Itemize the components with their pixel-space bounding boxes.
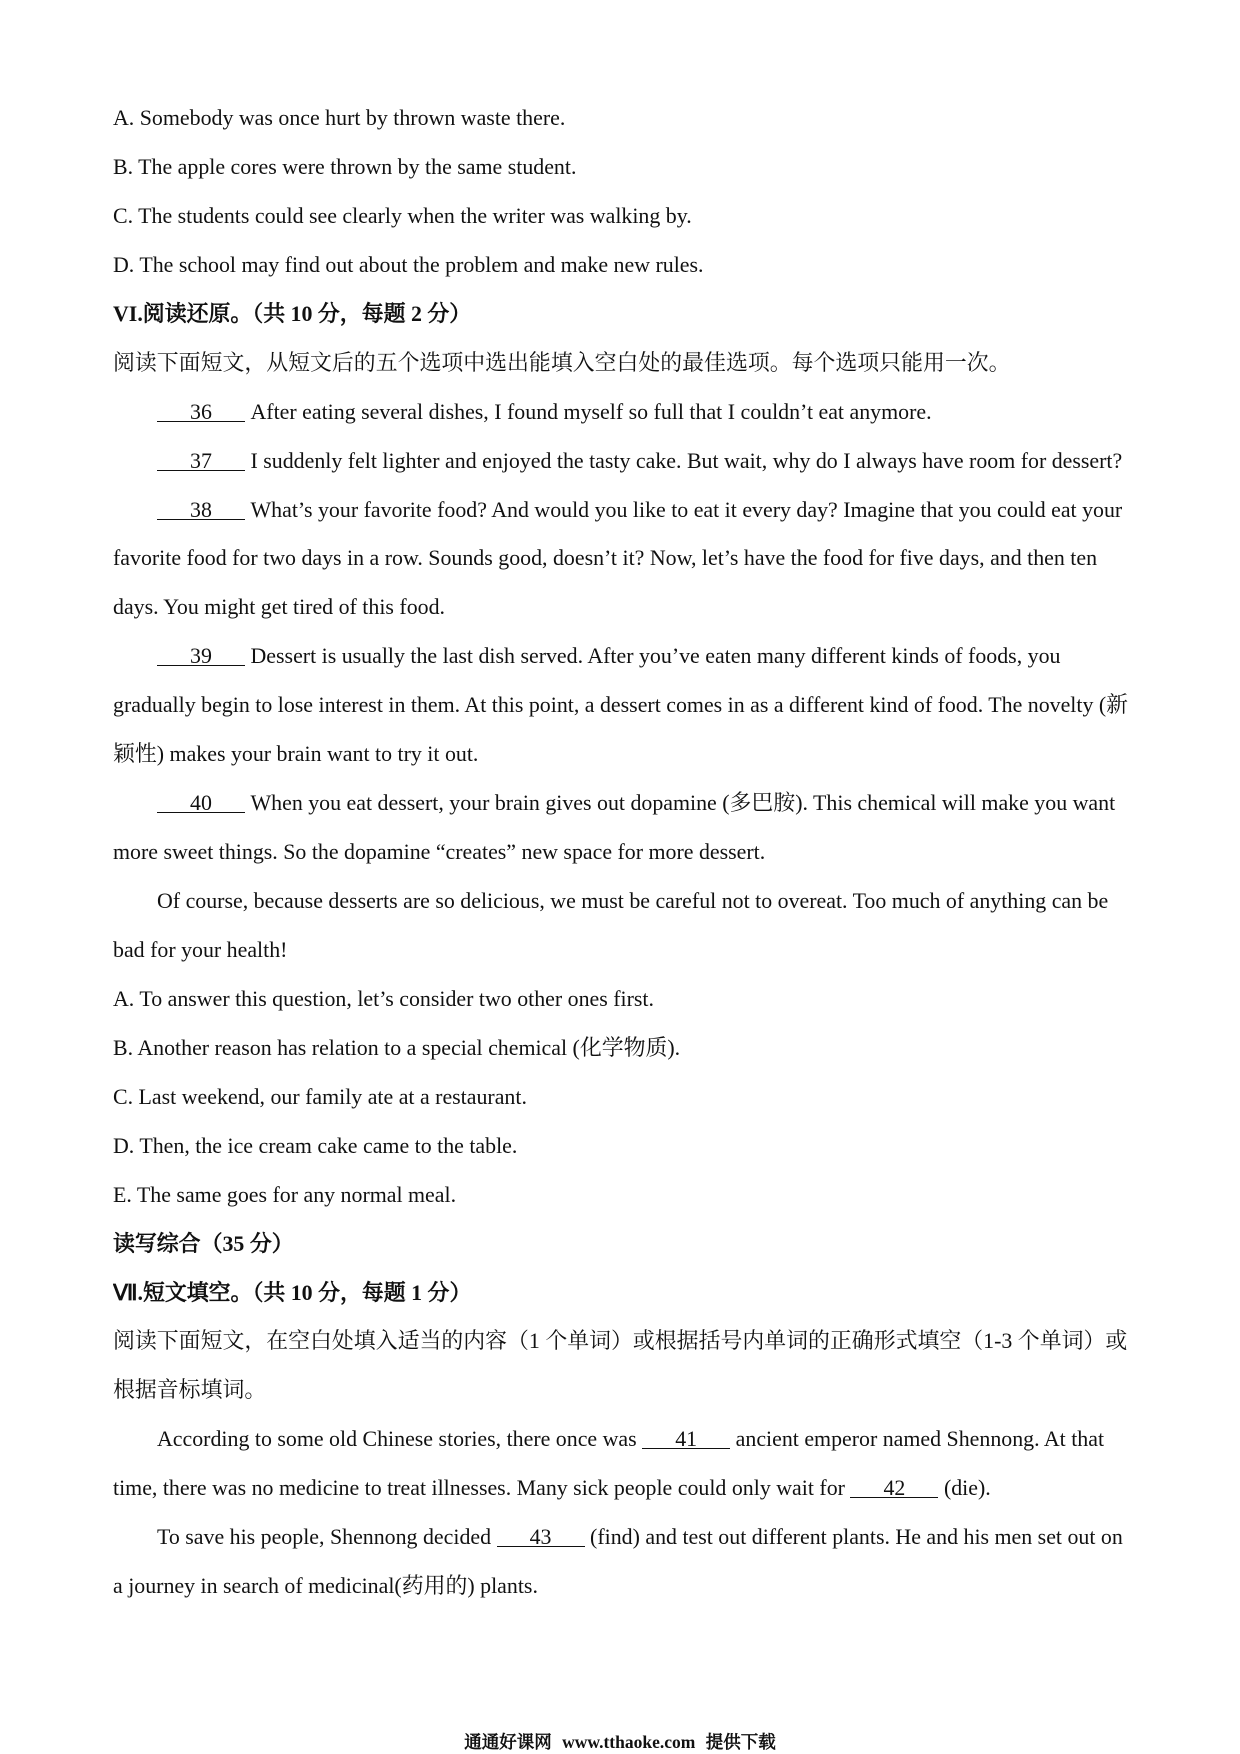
passage-line-42	[113, 1464, 1213, 1513]
blank-37: 37	[157, 452, 245, 471]
passage-line: days. You might get tired of this food.	[113, 594, 446, 620]
passage-text: (find) and test out different plants. He and his men set out on	[590, 1524, 1123, 1550]
footer-watermark: 通通好课网 www.tthaoke.com 提供下载	[464, 1732, 776, 1752]
blank-42: 42	[850, 1479, 938, 1498]
passage-text: ancient emperor named Shennong. At that	[735, 1426, 1105, 1452]
passage-text: To save his people, Shennong decided	[157, 1524, 492, 1550]
prev-option-d: D. The school may find out about the problem and make new rules.	[113, 251, 704, 277]
passage-text: I suddenly felt lighter and enjoyed the tasty cake. But wait, why do I always have room for dessert?	[250, 447, 1123, 473]
passage-line-41	[113, 1415, 1213, 1464]
section-vi-instruction: 阅读下面短文，从短文后的五个选项中选出能填入空白处的最佳选项。每个选项只能用一次。	[113, 349, 1011, 375]
passage-line-36	[113, 388, 1213, 437]
passage-text: According to some old Chinese stories, there once was	[157, 1426, 637, 1452]
option-d: D. Then, the ice cream cake came to the table.	[113, 1132, 518, 1158]
section-vii-heading: Ⅶ.短文填空。（共 10 分，每题 1 分）	[113, 1279, 472, 1305]
option-e: E. The same goes for any normal meal.	[113, 1181, 457, 1207]
blank-40: 40	[157, 794, 245, 813]
passage-line-40	[113, 779, 1213, 828]
section-reading-writing-heading: 读写综合（35 分）	[113, 1230, 294, 1256]
passage-text: After eating several dishes, I found myself so full that I couldn’t eat anymore.	[250, 398, 932, 424]
section-vi-heading: VI.阅读还原。（共 10 分，每题 2 分）	[113, 300, 472, 326]
blank-38: 38	[157, 501, 245, 520]
option-b: B. Another reason has relation to a special chemical (化学物质).	[113, 1034, 681, 1060]
passage-line-43	[113, 1513, 1213, 1562]
prev-option-b: B. The apple cores were thrown by the same student.	[113, 153, 577, 179]
passage-line: more sweet things. So the dopamine “creates” new space for more dessert.	[113, 839, 766, 865]
prev-option-c: C. The students could see clearly when the writer was walking by.	[113, 202, 692, 228]
section-vii-instruction: 根据音标填词。	[113, 1377, 267, 1403]
passage-line: bad for your health!	[113, 936, 288, 962]
option-c: C. Last weekend, our family ate at a restaurant.	[113, 1083, 527, 1109]
passage-text: Dessert is usually the last dish served. After you’ve eaten many different kinds of foods, you	[250, 643, 1061, 669]
passage-line: Of course, because desserts are so delicious, we must be careful not to overeat. Too much of anything can be	[157, 888, 1109, 913]
blank-36: 36	[157, 403, 245, 422]
passage-text: What’s your favorite food? And would you like to eat it every day? Imagine that you could eat your	[250, 496, 1123, 522]
passage-line: a journey in search of medicinal(药用的) plants.	[113, 1573, 538, 1599]
passage-line: 颖性) makes your brain want to try it out.	[113, 741, 479, 767]
prev-option-a: A. Somebody was once hurt by thrown waste there.	[113, 105, 566, 130]
option-a: A. To answer this question, let’s consider two other ones first.	[113, 985, 654, 1011]
passage-line-37	[113, 437, 1213, 486]
passage-text: When you eat dessert, your brain gives out dopamine (多巴胺). This chemical will make you want	[250, 790, 1116, 816]
passage-line-39	[113, 632, 1213, 681]
passage-text: time, there was no medicine to treat illnesses. Many sick people could only wait for	[113, 1475, 845, 1501]
passage-line: gradually begin to lose interest in them. At this point, a dessert comes in as a different kind of food. The novelty (新	[113, 692, 1129, 718]
blank-39: 39	[157, 647, 245, 666]
passage-line: favorite food for two days in a row. Sounds good, doesn’t it? Now, let’s have the food for five days, and then ten	[113, 545, 1098, 571]
page-content	[113, 94, 1213, 1611]
blank-41: 41	[642, 1430, 730, 1449]
passage-line-38	[113, 486, 1213, 535]
blank-43: 43	[497, 1528, 585, 1547]
passage-text: (die).	[943, 1475, 991, 1501]
section-vii-instruction: 阅读下面短文，在空白处填入适当的内容（1 个单词）或根据括号内单词的正确形式填空（1-3 个单词）或	[113, 1328, 1128, 1354]
